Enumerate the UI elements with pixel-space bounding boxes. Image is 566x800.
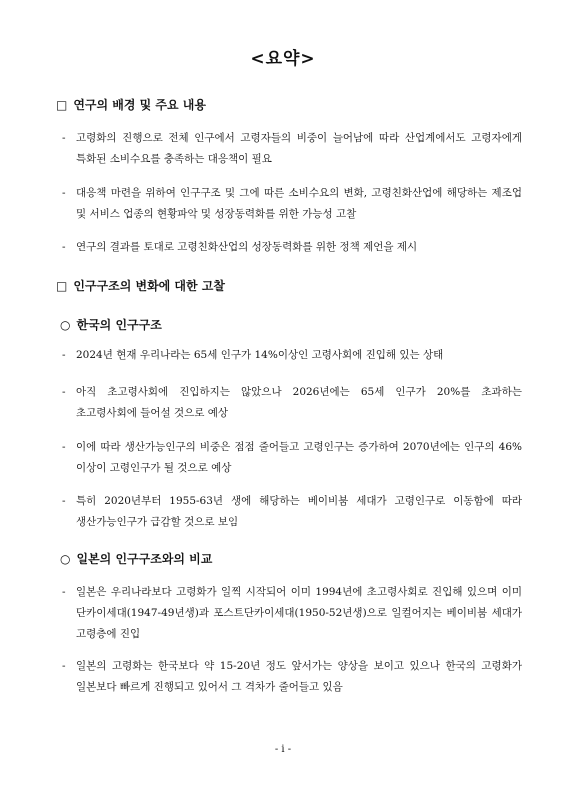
bullet-item: [62, 128, 522, 170]
page-number: - i -: [274, 744, 292, 755]
bullet-item: [62, 345, 522, 366]
dash-icon: -: [62, 187, 66, 199]
section-heading-text: 인구구조의 변화에 대한 고찰: [73, 279, 225, 293]
square-bullet-icon: □: [56, 98, 68, 112]
section-heading-text: 연구의 배경 및 주요 내용: [73, 98, 206, 112]
dash-icon: -: [62, 241, 66, 253]
bullet-item: [62, 491, 522, 533]
dash-icon: -: [62, 386, 66, 398]
subsection-heading-korea: [60, 316, 162, 333]
dash-icon: -: [62, 586, 66, 598]
bullet-text: 아직 초고령사회에 진입하지는 않았으나 2026년에는 65세 인구가 20%를 초과하는 초고령사회에 들어설 것으로 예상: [76, 386, 522, 419]
section-heading-population: [56, 277, 225, 294]
bullet-item: [62, 656, 522, 698]
dash-icon: -: [62, 495, 66, 507]
subsection-heading-japan: [60, 550, 212, 567]
bullet-text: 일본의 고령화는 한국보다 약 15-20년 정도 앞서가는 양상을 보이고 있으나 한국의 고령화가 일본보다 빠르게 진행되고 있어서 그 격차가 줄어들고 있음: [76, 660, 522, 693]
bullet-item: [62, 183, 522, 225]
section-heading-background: [56, 96, 206, 113]
page-title: <요약>: [250, 49, 316, 69]
circle-bullet-icon: ○: [60, 318, 71, 332]
dash-icon: -: [62, 660, 66, 672]
bullet-text: 일본은 우리나라보다 고령화가 일찍 시작되어 이미 1994년에 초고령사회로 진입해 있으며 이미 단카이세대(1947-49년생)과 포스트단카이세대(1950-52년생)으로 일컬어지는 베이비붐 세대가 고령층에 진입: [76, 586, 522, 640]
dash-icon: -: [62, 441, 66, 453]
circle-bullet-icon: ○: [60, 552, 71, 566]
bullet-item: [62, 382, 522, 424]
bullet-item: [62, 582, 522, 645]
bullet-text: 특히 2020년부터 1955-63년 생에 해당하는 베이비붐 세대가 고령인구로 이동함에 따라 생산가능인구가 급감할 것으로 보임: [76, 495, 522, 528]
subsection-heading-text: 한국의 인구구조: [76, 318, 162, 332]
dash-icon: -: [62, 349, 66, 361]
subsection-heading-text: 일본의 인구구조와의 비교: [76, 552, 213, 566]
bullet-text: 이에 따라 생산가능인구의 비중은 점점 줄어들고 고령인구는 증가하여 2070년에는 인구의 46% 이상이 고령인구가 될 것으로 예상: [76, 441, 522, 474]
bullet-item: [62, 437, 522, 479]
square-bullet-icon: □: [56, 279, 68, 293]
bullet-text: 연구의 결과를 토대로 고령친화산업의 성장동력화를 위한 정책 제언을 제시: [76, 241, 418, 253]
bullet-text: 대응책 마련을 위하여 인구구조 및 그에 따른 소비수요의 변화, 고령친화산업에 해당하는 제조업 및 서비스 업종의 현황파악 및 성장동력화를 위한 가능성 고찰: [76, 187, 522, 220]
dash-icon: -: [62, 132, 66, 144]
bullet-item: [62, 237, 522, 258]
bullet-text: 2024년 현재 우리나라는 65세 인구가 14%이상인 고령사회에 진입해 있는 상태: [76, 349, 444, 361]
bullet-text: 고령화의 진행으로 전체 인구에서 고령자들의 비중이 늘어남에 따라 산업계에서도 고령자에게 특화된 소비수요를 충족하는 대응책이 필요: [76, 132, 522, 165]
